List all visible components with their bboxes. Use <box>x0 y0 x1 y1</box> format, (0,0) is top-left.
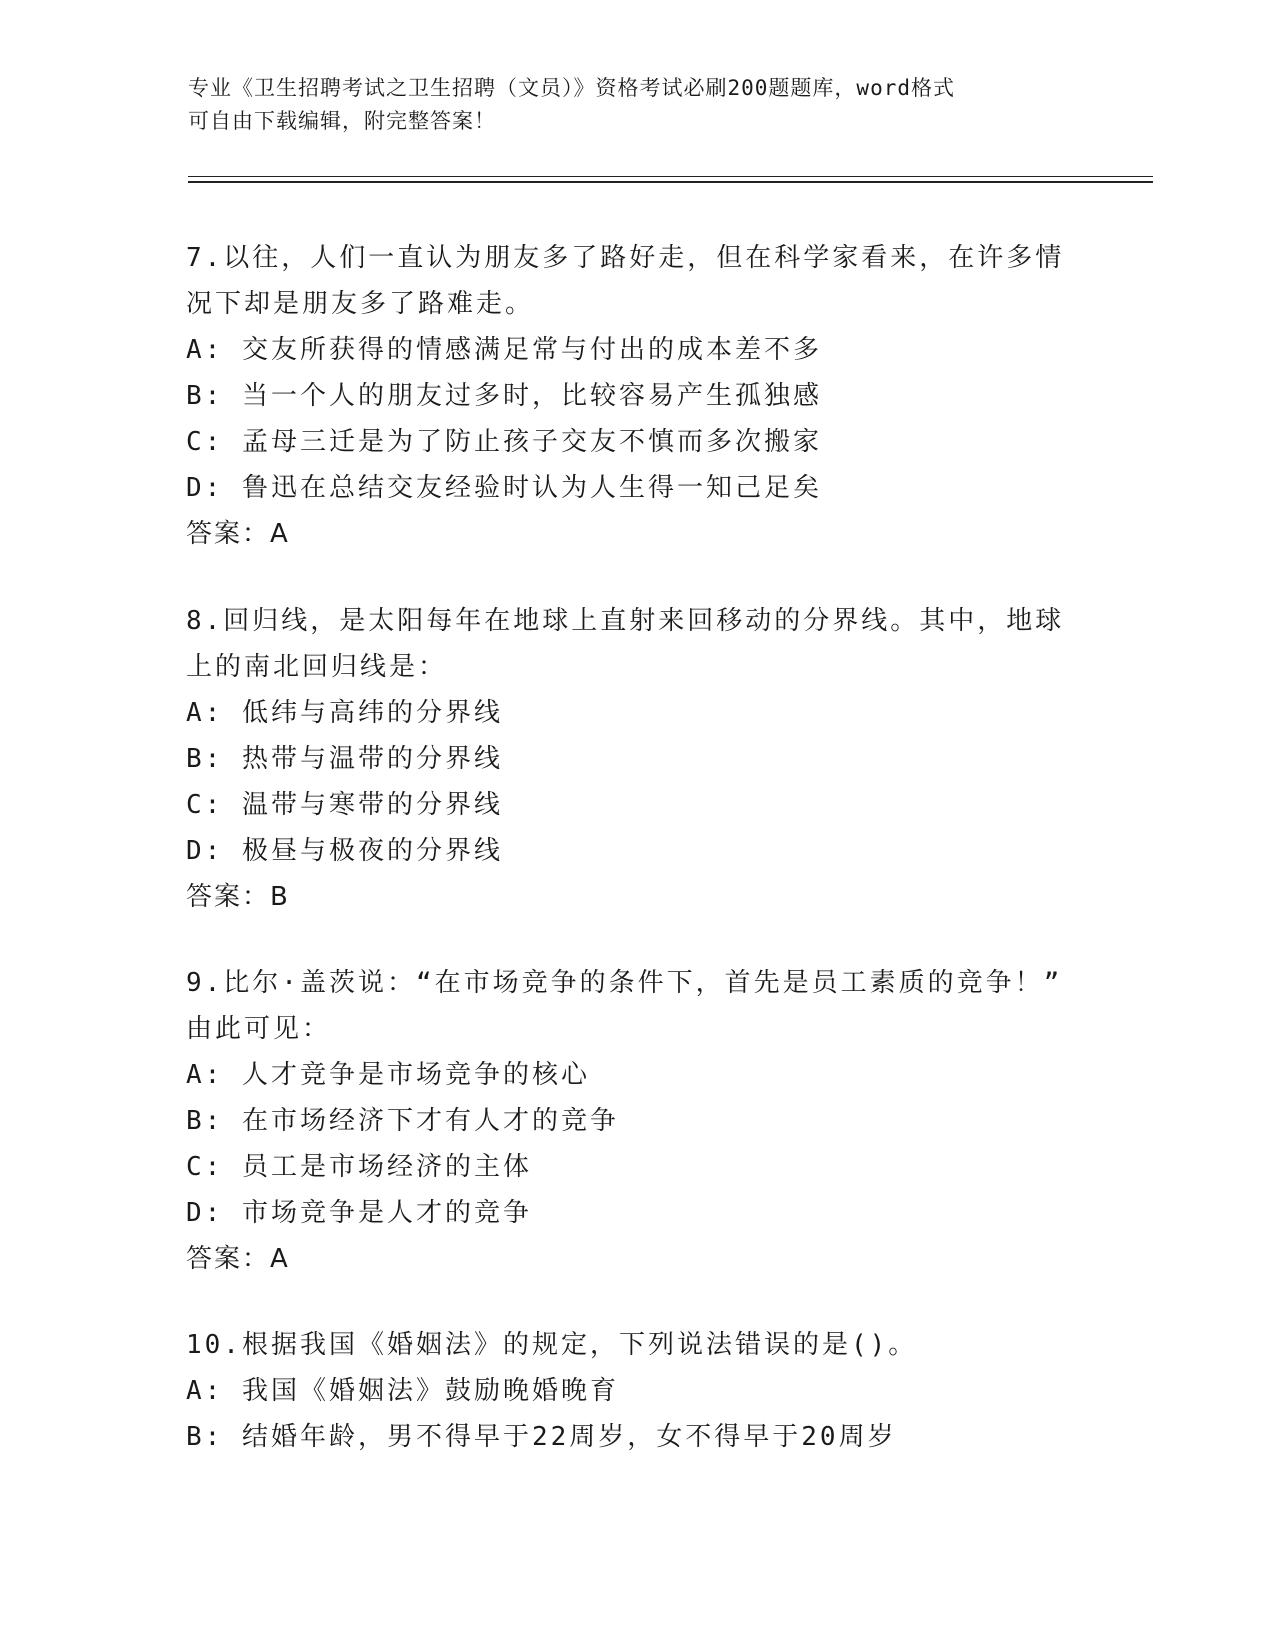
question-stem-line: 况下却是朋友多了路难走。 <box>186 289 535 319</box>
option-c: C: 温带与寒带的分界线 <box>186 790 503 820</box>
question-stem-line: 上的南北回归线是： <box>186 652 448 682</box>
document-header <box>188 72 1088 138</box>
option-d: D: 鲁迅在总结交友经验时认为人生得一知己足矣 <box>186 473 822 503</box>
answer-line: 答案：A <box>186 519 290 549</box>
option-d: D: 市场竞争是人才的竞争 <box>186 1198 532 1228</box>
question-stem-line: 9.比尔·盖茨说：“在市场竞争的条件下，首先是员工素质的竞争！” <box>186 968 1063 998</box>
header-line-1: 专业《卫生招聘考试之卫生招聘（文员）》资格考试必刷200题题库，word格式 <box>188 76 955 100</box>
header-divider-thick <box>188 181 1153 183</box>
option-d: D: 极昼与极夜的分界线 <box>186 836 503 866</box>
question-7 <box>186 235 1086 557</box>
option-b: B: 热带与温带的分界线 <box>186 744 503 774</box>
question-stem-line: 7.以往，人们一直认为朋友多了路好走，但在科学家看来，在许多情 <box>186 243 1065 273</box>
option-b: B: 结婚年龄，男不得早于22周岁，女不得早于20周岁 <box>186 1422 897 1452</box>
answer-line: 答案：B <box>186 882 290 912</box>
answer-line: 答案：A <box>186 1244 290 1274</box>
header-divider-thin <box>188 176 1153 177</box>
option-b: B: 当一个人的朋友过多时，比较容易产生孤独感 <box>186 381 822 411</box>
question-10 <box>186 1322 1086 1460</box>
option-c: C: 孟母三迁是为了防止孩子交友不慎而多次搬家 <box>186 427 822 457</box>
question-stem-line: 8.回归线，是太阳每年在地球上直射来回移动的分界线。其中，地球 <box>186 606 1065 636</box>
option-a: A: 交友所获得的情感满足常与付出的成本差不多 <box>186 335 822 365</box>
question-stem-line: 10.根据我国《婚姻法》的规定，下列说法错误的是()。 <box>186 1330 918 1360</box>
question-8 <box>186 598 1086 920</box>
question-stem-line: 由此可见： <box>186 1014 332 1044</box>
header-line-2: 可自由下载编辑，附完整答案！ <box>188 109 496 133</box>
option-a: A: 低纬与高纬的分界线 <box>186 698 503 728</box>
option-b: B: 在市场经济下才有人才的竞争 <box>186 1106 619 1136</box>
option-a: A: 人才竞争是市场竞争的核心 <box>186 1060 590 1090</box>
option-a: A: 我国《婚姻法》鼓励晚婚晚育 <box>186 1376 619 1406</box>
option-c: C: 员工是市场经济的主体 <box>186 1152 532 1182</box>
question-9 <box>186 960 1086 1282</box>
